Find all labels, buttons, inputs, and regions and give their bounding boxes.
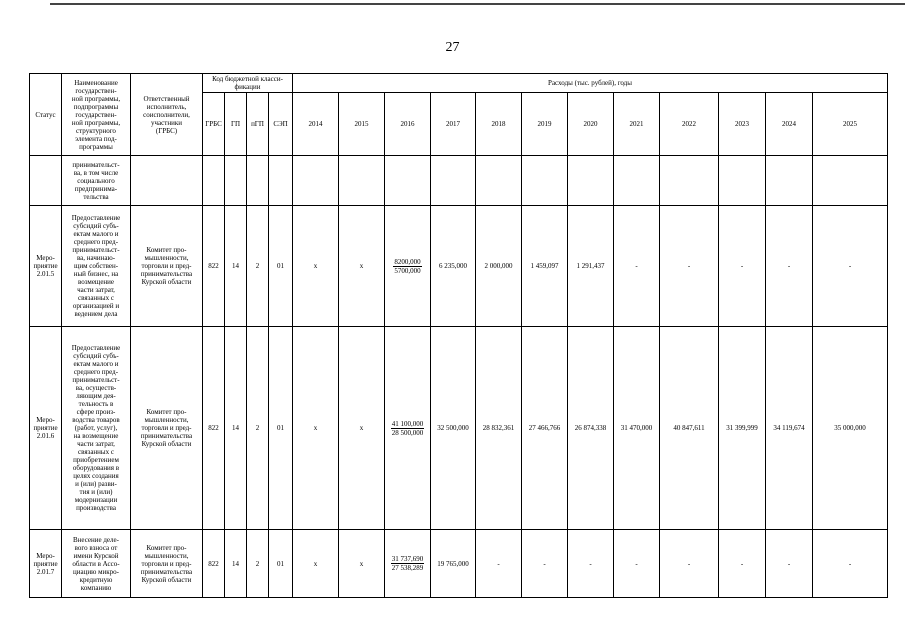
row-name-line: оборудования в bbox=[72, 464, 120, 472]
row-name-line: производства bbox=[76, 504, 116, 512]
row-2025: 35 000,000 bbox=[813, 327, 888, 530]
row-name bbox=[62, 530, 131, 598]
row-2024: 34 119,674 bbox=[766, 327, 813, 530]
continuation-cell bbox=[660, 156, 719, 206]
row-2016-fraction bbox=[393, 258, 421, 275]
row-code-пгп: 2 bbox=[247, 530, 269, 598]
header-name-line: государствен- bbox=[75, 86, 117, 95]
header-name-line: программы bbox=[79, 142, 113, 151]
row-status-line: приятие bbox=[33, 424, 58, 432]
header-expenses: Расходы (тыс. рублей), годы bbox=[293, 74, 888, 93]
continuation-cell bbox=[131, 156, 203, 206]
row-2022: - bbox=[660, 206, 719, 327]
row-responsible-line: принимательства bbox=[140, 432, 193, 440]
table-row bbox=[30, 530, 888, 598]
continuation-cell bbox=[568, 156, 614, 206]
continuation-cell bbox=[30, 156, 62, 206]
row-name-line: целях создания bbox=[73, 472, 119, 480]
row-status-line: Меро- bbox=[36, 416, 55, 424]
row-name-line: ный бизнес, на bbox=[73, 270, 119, 278]
row-name-line: водства товаров bbox=[72, 416, 120, 424]
continuation-cell bbox=[766, 156, 813, 206]
row-code-гп: 14 bbox=[225, 206, 247, 327]
row-status bbox=[30, 530, 62, 598]
row-2014: x bbox=[293, 327, 339, 530]
row-name-line: Предоставление bbox=[71, 214, 121, 222]
header-responsible-line: соисполнители, bbox=[143, 110, 190, 119]
row-name-line: тельность в bbox=[78, 400, 114, 408]
row-name-line: части затрат, bbox=[77, 440, 115, 448]
row-2023: - bbox=[719, 206, 766, 327]
header-row-1 bbox=[30, 74, 888, 93]
row-name-line: ектам малого и bbox=[73, 230, 119, 238]
continuation-name-line: ва, в том числе bbox=[73, 168, 119, 177]
row-name-line: тия и (или) bbox=[79, 488, 113, 496]
row-name-line: циацию микро- bbox=[73, 567, 119, 576]
row-2019: - bbox=[522, 530, 568, 598]
row-name-line: модернизации bbox=[74, 496, 118, 504]
header-name bbox=[62, 74, 131, 156]
header-name-line: ной программы, bbox=[71, 118, 121, 127]
row-code-сэп: 01 bbox=[269, 206, 293, 327]
row-2016-top: 8200,000 bbox=[394, 257, 421, 266]
row-2015: x bbox=[339, 327, 385, 530]
row-2014: x bbox=[293, 530, 339, 598]
row-name-line: организацией и bbox=[72, 302, 120, 310]
table-row bbox=[30, 327, 888, 530]
row-name-line: вого взноса от bbox=[74, 543, 118, 552]
continuation-cell bbox=[269, 156, 293, 206]
continuation-name-line: принимательст- bbox=[72, 160, 120, 169]
continuation-cell bbox=[247, 156, 269, 206]
row-2021: 31 470,000 bbox=[614, 327, 660, 530]
row-responsible-line: Комитет про- bbox=[146, 408, 187, 416]
row-responsible-line: торговли и пред- bbox=[141, 559, 192, 568]
row-2020: 1 291,437 bbox=[568, 206, 614, 327]
header-code-грбс: ГРБС bbox=[203, 93, 225, 156]
header-year-2023: 2023 bbox=[719, 93, 766, 156]
expenses-table bbox=[29, 73, 888, 598]
row-name-line: на возмещение bbox=[73, 432, 119, 440]
header-code-сэп: СЭП bbox=[269, 93, 293, 156]
row-2024: - bbox=[766, 530, 813, 598]
row-status-line: приятие bbox=[33, 262, 58, 270]
row-2015: x bbox=[339, 206, 385, 327]
continuation-name-line: предпринима- bbox=[74, 184, 118, 193]
continuation-cell bbox=[522, 156, 568, 206]
continuation-cell bbox=[476, 156, 522, 206]
header-year-2024: 2024 bbox=[766, 93, 813, 156]
row-2016-fraction bbox=[391, 555, 425, 572]
header-year-2018: 2018 bbox=[476, 93, 522, 156]
row-responsible-line: принимательства bbox=[140, 567, 193, 576]
row-name-line: компанию bbox=[80, 583, 112, 592]
continuation-name-line: социального bbox=[77, 176, 115, 185]
row-code-сэп: 01 bbox=[269, 327, 293, 530]
row-name-line: ектам малого и bbox=[73, 360, 119, 368]
continuation-cell bbox=[293, 156, 339, 206]
page-number: 27 bbox=[445, 40, 460, 55]
row-2023: 31 399,999 bbox=[719, 327, 766, 530]
row-responsible bbox=[131, 327, 203, 530]
row-2019: 27 466,766 bbox=[522, 327, 568, 530]
header-status: Статус bbox=[30, 74, 62, 156]
row-code-пгп: 2 bbox=[247, 327, 269, 530]
row-responsible-line: торговли и пред- bbox=[141, 424, 192, 432]
header-year-2014: 2014 bbox=[293, 93, 339, 156]
row-responsible-line: Курской области bbox=[141, 278, 192, 286]
row-status-line: 2.01.7 bbox=[36, 567, 55, 576]
row-2018: 2 000,000 bbox=[476, 206, 522, 327]
header-year-2022: 2022 bbox=[660, 93, 719, 156]
row-2016 bbox=[385, 327, 431, 530]
row-2016-top: 41 100,000 bbox=[391, 419, 424, 428]
row-2020: - bbox=[568, 530, 614, 598]
row-code-сэп: 01 bbox=[269, 530, 293, 598]
table-row bbox=[30, 206, 888, 327]
row-name-line: щим собствен- bbox=[73, 262, 119, 270]
row-name-line: приобретением bbox=[73, 456, 119, 464]
continuation-cell bbox=[225, 156, 247, 206]
row-name-line: ляющим дея- bbox=[76, 392, 116, 400]
row-name-line: среднего пред- bbox=[73, 238, 119, 246]
row-2025: - bbox=[813, 530, 888, 598]
row-name-line: (работ, услуг), bbox=[74, 424, 118, 432]
header-year-2025: 2025 bbox=[813, 93, 888, 156]
header-responsible-line: Ответственный bbox=[143, 94, 190, 103]
row-name-line: субсидий субъ- bbox=[73, 352, 119, 360]
row-name-line: субсидий субъ- bbox=[73, 222, 119, 230]
header-name-line: государствен- bbox=[75, 110, 117, 119]
row-name-line: возмещение bbox=[77, 278, 115, 286]
continuation-cell bbox=[385, 156, 431, 206]
header-name-line: Наименование bbox=[74, 78, 118, 87]
row-status bbox=[30, 327, 62, 530]
row-name-line: области в Ассо- bbox=[72, 559, 120, 568]
row-name bbox=[62, 327, 131, 530]
row-responsible-line: мышленности, bbox=[144, 254, 189, 262]
continuation-cell bbox=[431, 156, 476, 206]
row-2016-bottom: 5700,000 bbox=[394, 266, 421, 275]
header-name-line: структурного bbox=[76, 126, 116, 135]
row-2016 bbox=[385, 530, 431, 598]
continuation-cell bbox=[339, 156, 385, 206]
header-responsible-line: (ГРБС) bbox=[155, 126, 178, 135]
row-code-грбс: 822 bbox=[203, 327, 225, 530]
header-year-2019: 2019 bbox=[522, 93, 568, 156]
header-year-2021: 2021 bbox=[614, 93, 660, 156]
header-responsible-line: исполнитель, bbox=[146, 102, 187, 111]
row-2016-top: 31 737,690 bbox=[391, 555, 424, 563]
header-year-2016: 2016 bbox=[385, 93, 431, 156]
row-responsible-line: мышленности, bbox=[144, 551, 189, 560]
continuation-name-line: тельства bbox=[83, 192, 109, 201]
row-name-line: принимательст- bbox=[72, 376, 120, 384]
row-2019: 1 459,097 bbox=[522, 206, 568, 327]
row-name-line: части затрат, bbox=[77, 286, 115, 294]
row-responsible-line: торговли и пред- bbox=[141, 262, 192, 270]
row-status-line: 2.01.5 bbox=[36, 270, 55, 278]
header-budget-code: Код бюджетной класси-фикации bbox=[203, 74, 293, 93]
continuation-name bbox=[62, 156, 131, 206]
row-name-line: ва, осуществ- bbox=[75, 384, 117, 392]
row-name bbox=[62, 206, 131, 327]
header-code-гп: ГП bbox=[225, 93, 247, 156]
header-name-line: элемента под- bbox=[75, 134, 117, 143]
row-name-line: Внесение деле- bbox=[73, 535, 119, 544]
header-year-2020: 2020 bbox=[568, 93, 614, 156]
row-responsible-line: Комитет про- bbox=[146, 246, 187, 254]
row-name-line: и (или) разви- bbox=[75, 480, 117, 488]
row-2017: 6 235,000 bbox=[431, 206, 476, 327]
row-name-line: имени Курской bbox=[73, 551, 119, 560]
row-responsible-line: принимательства bbox=[140, 270, 193, 278]
row-2017: 19 765,000 bbox=[431, 530, 476, 598]
row-2022: 40 847,611 bbox=[660, 327, 719, 530]
header-responsible-line: участники bbox=[151, 118, 182, 127]
row-responsible bbox=[131, 206, 203, 327]
row-2016-fraction bbox=[391, 420, 425, 437]
header-code-пгп: пГП bbox=[247, 93, 269, 156]
row-name-line: среднего пред- bbox=[73, 368, 119, 376]
header-name-line: подпрограммы bbox=[73, 102, 119, 111]
row-responsible bbox=[131, 530, 203, 598]
row-code-грбс: 822 bbox=[203, 206, 225, 327]
row-2016 bbox=[385, 206, 431, 327]
header-year-2017: 2017 bbox=[431, 93, 476, 156]
row-name-line: связанных с bbox=[78, 294, 114, 302]
row-2021: - bbox=[614, 530, 660, 598]
row-status-line: приятие bbox=[33, 559, 58, 568]
continuation-cell bbox=[203, 156, 225, 206]
row-status bbox=[30, 206, 62, 327]
header-name-line: ной программы, bbox=[71, 94, 121, 103]
row-name-line: сфере произ- bbox=[76, 408, 116, 416]
header-year-2015: 2015 bbox=[339, 93, 385, 156]
row-name-line: связанных с bbox=[78, 448, 114, 456]
row-status-line: Меро- bbox=[36, 551, 55, 560]
row-status-line: 2.01.6 bbox=[36, 432, 55, 440]
row-name-line: кредитную bbox=[79, 575, 113, 584]
continuation-row bbox=[30, 156, 888, 206]
row-name-line: Предоставление bbox=[71, 344, 121, 352]
top-rule bbox=[50, 3, 905, 5]
row-code-гп: 14 bbox=[225, 327, 247, 530]
row-code-пгп: 2 bbox=[247, 206, 269, 327]
continuation-cell bbox=[719, 156, 766, 206]
row-2014: x bbox=[293, 206, 339, 327]
row-responsible-line: Курской области bbox=[141, 575, 192, 584]
row-2018: 28 832,361 bbox=[476, 327, 522, 530]
row-2015: x bbox=[339, 530, 385, 598]
continuation-cell bbox=[614, 156, 660, 206]
row-2016-bottom: 28 500,000 bbox=[391, 428, 424, 437]
row-code-гп: 14 bbox=[225, 530, 247, 598]
row-responsible-line: Комитет про- bbox=[146, 543, 187, 552]
continuation-cell bbox=[813, 156, 888, 206]
row-2022: - bbox=[660, 530, 719, 598]
row-2016-bottom: 27 538,289 bbox=[391, 564, 424, 572]
row-2021: - bbox=[614, 206, 660, 327]
row-responsible-line: Курской области bbox=[141, 440, 192, 448]
row-code-грбс: 822 bbox=[203, 530, 225, 598]
row-2020: 26 874,338 bbox=[568, 327, 614, 530]
row-responsible-line: мышленности, bbox=[144, 416, 189, 424]
row-name-line: принимательст- bbox=[72, 246, 120, 254]
row-2018: - bbox=[476, 530, 522, 598]
row-name-line: ва, начинаю- bbox=[76, 254, 116, 262]
row-status-line: Меро- bbox=[36, 254, 55, 262]
row-2017: 32 500,000 bbox=[431, 327, 476, 530]
header-responsible bbox=[131, 74, 203, 156]
row-name-line: ведением дела bbox=[74, 310, 118, 318]
row-2025: - bbox=[813, 206, 888, 327]
row-2024: - bbox=[766, 206, 813, 327]
row-2023: - bbox=[719, 530, 766, 598]
